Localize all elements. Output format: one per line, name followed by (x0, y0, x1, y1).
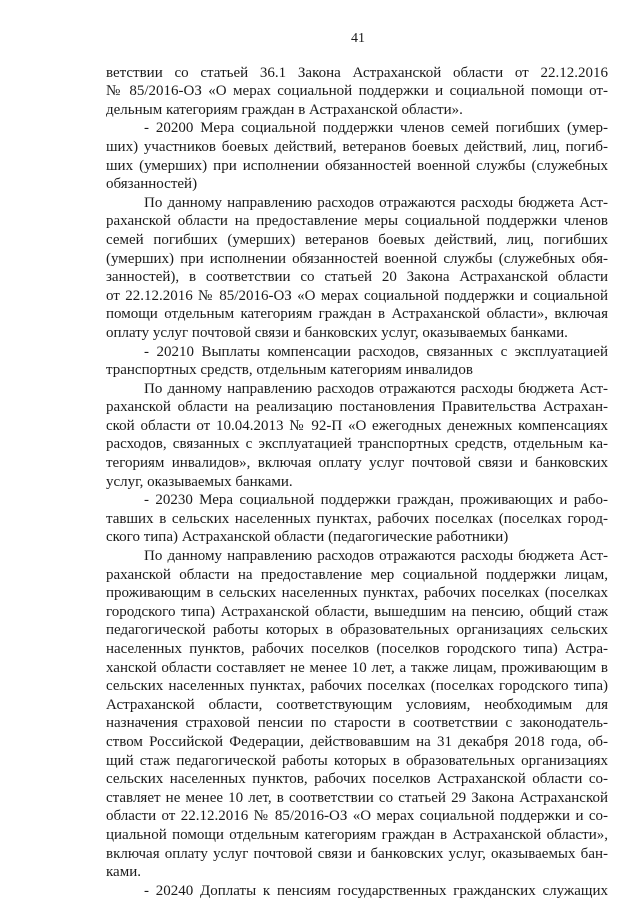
text-line: расходов, связанных с эксплуатацией транспортных средств, отдельным ка- (106, 436, 608, 453)
text-line: Астраханской области, соответствующим условиям, необходимым для (106, 696, 608, 713)
text-line: области от 22.12.2016 № 85/2016-ОЗ «О мерах социальной поддержки и со- (106, 808, 608, 825)
text-line: - 20200 Мера социальной поддержки членов семей погибших (умер- (144, 120, 608, 137)
text-line: проживающим в сельских населенных пунктах, рабочих поселках (поселках (106, 585, 608, 602)
text-line: назначения страховой пенсии по старости в соответствии с законодатель- (106, 715, 608, 732)
text-line: ской области от 10.04.2013 № 92-П «О ежегодных денежных компенсациях (106, 417, 608, 434)
text-line: тегориям инвалидов», включая оплату услуг почтовой связи и банковских (106, 455, 608, 472)
text-line: По данному направлению расходов отражаются расходы бюджета Аст- (144, 194, 608, 211)
text-line: семей погибших (умерших) ветеранов боевых действий, лиц, погибших (106, 231, 608, 248)
text-line: - 20240 Доплаты к пенсиям государственных гражданских служащих (144, 882, 608, 899)
text-line: раханской области на реализацию постановления Правительства Астрахан- (106, 399, 608, 416)
text-line: По данному направлению расходов отражаются расходы бюджета Аст- (144, 380, 608, 397)
paragraph-p8 (106, 882, 608, 901)
text-line: (умерших) при исполнении обязанностей военной службы (служебных обя- (106, 250, 608, 267)
text-line: щий стаж педагогической работы которых в образовательных организациях (106, 752, 608, 769)
text-line: ветствии со статьей 36.1 Закона Астраханской области от 22.12.2016 (106, 64, 608, 81)
page-number: 41 (351, 31, 365, 46)
paragraph-p5 (106, 380, 608, 492)
paragraph-p2 (106, 119, 608, 193)
text-line: оплату услуг почтовой связи и банковских услуг, оказываемых банками. (106, 324, 568, 341)
paragraph-p7 (106, 547, 608, 882)
text-line: включая оплату услуг почтовой связи и банковских услуг, оказываемых бан- (106, 845, 608, 862)
text-line: сельских населенных пунктов, рабочих поселков Астраханской области со- (106, 771, 608, 788)
text-line: педагогической работы которых в образовательных организациях сельских (106, 622, 608, 639)
paragraph-p3 (106, 194, 608, 343)
text-line: тавших в сельских населенных пунктах, рабочих поселках (поселках город- (106, 510, 608, 527)
text-line: занностей), в соответствии со статьей 20 Закона Астраханской области (106, 269, 608, 286)
text-line: услуг, оказываемых банками. (106, 473, 293, 490)
text-line: раханской области на предоставление мер социальной поддержки лицам, (106, 566, 608, 583)
paragraph-p4 (106, 343, 608, 380)
text-line: - 20230 Мера социальной поддержки граждан, проживающих и рабо- (144, 492, 608, 509)
text-line: раханской области на предоставление меры социальной поддержки членов (106, 213, 608, 230)
text-line: транспортных средств, отдельным категориям инвалидов (106, 362, 473, 379)
text-line: обязанностей) (106, 176, 198, 193)
text-line: ханской области составляет не менее 10 лет, а также лицам, проживающим в (106, 659, 608, 676)
text-line: ших) участников боевых действий, ветеранов боевых действий, лиц, погиб- (106, 138, 608, 155)
text-line: помощи отдельным категориям граждан в Астраханской области», включая (106, 306, 608, 323)
text-line: городского типа) Астраханской области, вышедшим на пенсию, общий стаж (106, 603, 608, 620)
text-line: от 22.12.2016 № 85/2016-ОЗ «О мерах социальной поддержки и социальной (106, 287, 608, 304)
paragraph-p6 (106, 491, 608, 547)
text-line: № 85/2016-ОЗ «О мерах социальной поддержки и социальной помощи от- (106, 83, 608, 100)
document-body (106, 64, 608, 901)
text-line: населенных пунктов, рабочих поселков (поселков городского типа) Астра- (106, 641, 608, 657)
text-line: ского типа) Астраханской области (педагогические работники) (106, 529, 509, 546)
text-line: ставляет не менее 10 лет, в соответствии со статьей 29 Закона Астраханской (106, 789, 608, 806)
text-line: сельских населенных пунктах, рабочих поселках (поселках городского типа) (106, 678, 608, 695)
text-line: ками. (106, 864, 141, 881)
text-line: По данному направлению расходов отражаются расходы бюджета Аст- (144, 548, 608, 565)
paragraph-p1 (106, 64, 608, 120)
text-line: - 20210 Выплаты компенсации расходов, связанных с эксплуатацией (144, 343, 608, 360)
text-line: дельным категориям граждан в Астраханской области». (106, 101, 463, 118)
text-line: ством Российской Федерации, действовавшим на 31 декабря 2018 года, об- (106, 733, 608, 750)
text-line: ших (умерших) при исполнении обязанностей военной службы (служебных (106, 157, 608, 174)
text-line: циальной помощи отдельным категориям граждан в Астраханской области», (106, 826, 608, 843)
